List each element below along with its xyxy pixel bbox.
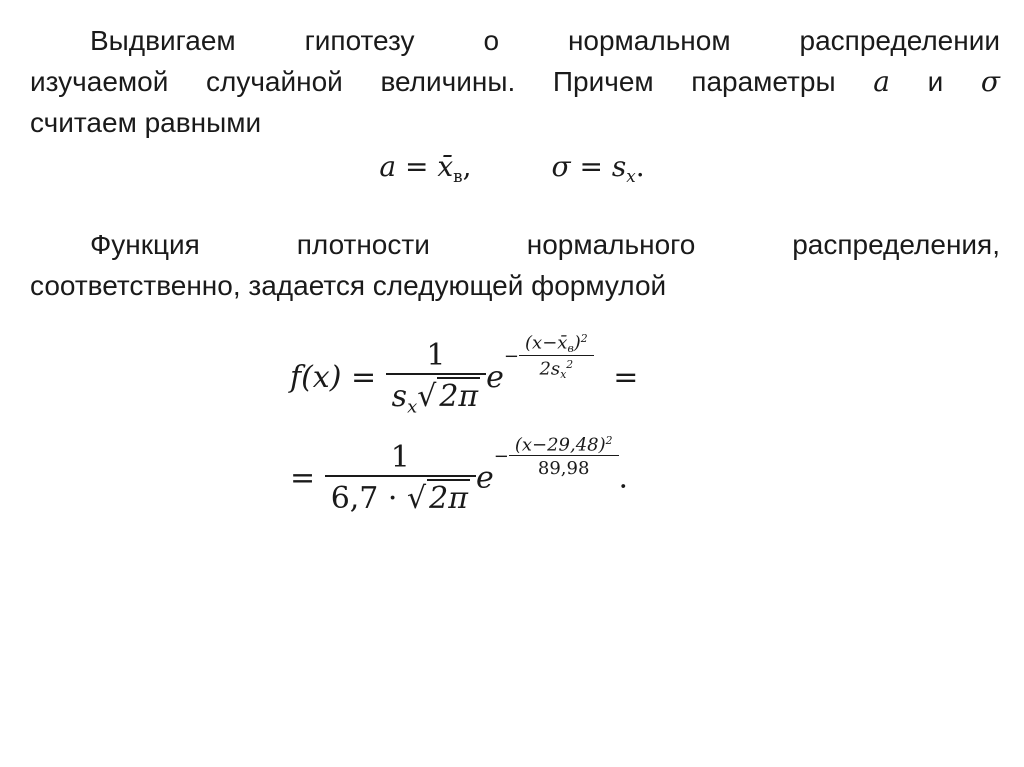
fraction-denominator	[325, 475, 476, 516]
paragraph-hypothesis	[30, 20, 1000, 143]
paragraph-text: изучаемой случайной величины. Причем параметры	[30, 66, 836, 97]
exp-num-sub: в	[567, 342, 574, 356]
sqrt-radicand: 2π	[439, 379, 479, 414]
exp-numerator	[509, 434, 619, 455]
exp-num-pow: 2	[605, 434, 613, 447]
eq-s: s	[611, 150, 627, 183]
fraction-denominator	[386, 373, 487, 417]
eq-sign: =	[396, 150, 438, 183]
exp-numerator	[519, 332, 594, 355]
euler-e: e	[475, 460, 494, 496]
exp-num-pow: 2	[580, 332, 588, 345]
fraction-numerator: 1	[426, 338, 446, 373]
exp-num-close: )	[573, 332, 581, 354]
eq-sub-v: в	[453, 165, 463, 186]
paragraph-density	[30, 224, 1000, 306]
paragraph-line: соответственно, задается следующей формулой	[30, 270, 667, 301]
paragraph-line: считаем равными	[30, 107, 262, 138]
density-formula-numeric	[290, 434, 629, 516]
trailing-equals: =	[613, 360, 639, 396]
paragraph-line	[30, 61, 1000, 102]
exp-denominator	[519, 355, 594, 381]
param-a: a	[873, 65, 890, 98]
eq-sign: =	[570, 150, 612, 183]
exp-minus: −	[493, 446, 509, 468]
den-s: s	[391, 379, 408, 414]
sqrt-sign: √	[407, 481, 427, 516]
eq-comma: ,	[462, 150, 472, 183]
eq-sigma: σ	[551, 150, 571, 183]
den-text: 6,7 ·	[330, 481, 408, 516]
eq-sub-x: x	[626, 165, 636, 186]
main-fraction	[386, 338, 487, 417]
exp-fraction	[519, 332, 594, 381]
exponent	[504, 332, 594, 381]
conjunction: и	[927, 66, 944, 97]
exp-fraction	[509, 434, 619, 479]
parameter-equation	[0, 150, 1024, 186]
param-sigma: σ	[980, 65, 1001, 98]
formula-lhs: =	[290, 460, 316, 496]
exp-den-sub: x	[560, 368, 567, 382]
paragraph-line: Выдвигаем гипотезу о нормальном распределении	[90, 25, 1000, 56]
exp-num-text: (x−x̄	[525, 332, 568, 354]
fraction-numerator: 1	[390, 440, 410, 475]
paragraph-line: Функция плотности нормального распределения,	[90, 229, 1000, 260]
den-sub-x: x	[407, 396, 418, 418]
sqrt-radicand: 2π	[429, 481, 468, 516]
exp-den-text: 2s	[539, 358, 561, 380]
main-fraction	[325, 440, 476, 516]
eq-a: a	[379, 150, 397, 183]
exp-minus: −	[503, 346, 520, 368]
sqrt-sign: √	[417, 379, 437, 414]
eq-period: .	[635, 150, 645, 183]
euler-e: e	[486, 360, 504, 396]
exponent	[494, 434, 619, 479]
formula-period: .	[618, 460, 629, 496]
exp-denominator: 89,98	[509, 455, 619, 479]
exp-den-pow: 2	[566, 358, 574, 372]
eq-xbar: x̄	[437, 150, 454, 183]
density-formula-general	[290, 332, 639, 418]
formula-lhs: f(x) =	[290, 360, 377, 396]
exp-num-text: (x−29,48)	[514, 434, 606, 456]
